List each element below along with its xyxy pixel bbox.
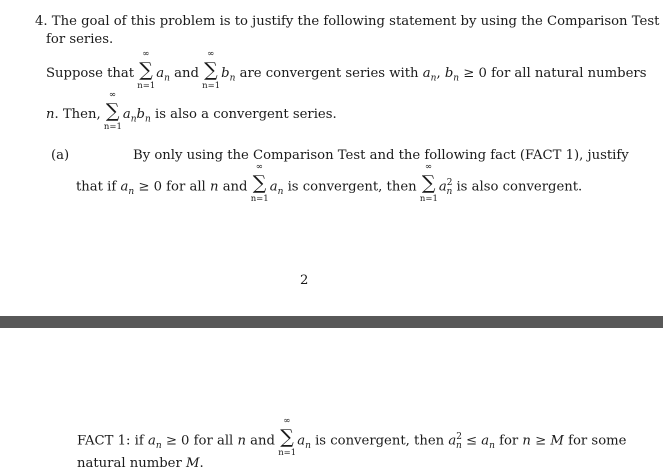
part-a-line2: [76, 162, 583, 205]
leq-symbol: ≤: [465, 433, 478, 449]
var-M: M: [550, 433, 564, 449]
var-a: a: [147, 433, 156, 449]
part-a-text: is convergent, then: [287, 179, 417, 195]
var-n: n: [237, 433, 246, 449]
intro-text: The goal of this problem is to justify the following statement by using the Comparison Test: [51, 14, 660, 29]
sub-n: n: [446, 187, 453, 198]
var-a: a: [269, 179, 278, 195]
comma: ,: [436, 66, 441, 81]
sum-an: [278, 416, 297, 459]
conclusion-text: is also a convergent series.: [155, 107, 337, 122]
fact-text: natural number: [77, 456, 182, 471]
sum-an: [250, 162, 269, 205]
sigma-symbol: ∑: [421, 172, 436, 195]
conclusion-line: [46, 90, 337, 132]
fact-text: and: [250, 433, 275, 449]
sum-lower: n=1: [278, 448, 297, 459]
var-a: a: [448, 433, 457, 449]
exponent-2: 2: [446, 178, 453, 188]
var-n: n: [46, 107, 55, 122]
fact-line1: [77, 416, 627, 459]
sub-n: n: [430, 73, 437, 84]
sigma-symbol: ∑: [280, 426, 294, 449]
statement-line: [46, 49, 647, 91]
part-a-text: and: [222, 179, 248, 195]
page-bottom: [0, 328, 663, 476]
sub-n: n: [455, 441, 462, 452]
sum-upper: ∞: [283, 416, 291, 427]
problem-number: 4.: [35, 14, 48, 29]
sub-n: n: [145, 114, 151, 125]
problem-intro-line1: [35, 14, 659, 30]
sum-an: [137, 49, 156, 91]
sigma-symbol: ∑: [204, 59, 218, 81]
sum-lower: n=1: [202, 81, 221, 91]
sub-n: n: [453, 73, 460, 84]
sub-n: n: [229, 73, 236, 84]
var-n: n: [209, 179, 219, 195]
var-n: n: [522, 433, 531, 449]
then-text: . Then,: [54, 107, 101, 122]
part-a-text: that if: [76, 179, 117, 195]
var-b: b: [444, 66, 454, 81]
page-number: 2: [300, 273, 309, 288]
sum-lower: n=1: [250, 194, 269, 205]
fact-text: for some: [568, 433, 627, 449]
sub-n: n: [128, 187, 135, 198]
sum-upper: ∞: [207, 49, 215, 59]
sigma-symbol: ∑: [252, 172, 267, 195]
sub-n: n: [489, 441, 495, 452]
sum-upper: ∞: [424, 162, 432, 173]
page-divider: [0, 316, 663, 328]
fact-line2: [77, 456, 204, 472]
sum-anbn: [103, 90, 122, 132]
var-b: b: [221, 66, 230, 81]
statement-text: are convergent series with: [239, 66, 419, 81]
sub-n: n: [155, 441, 162, 452]
statement-text: ≥ 0 for all natural numbers: [463, 66, 647, 81]
part-a-line1: By only using the Comparison Test and the following fact (FACT 1), justify: [133, 148, 629, 163]
var-a: a: [481, 433, 490, 449]
problem-intro-line2: [46, 32, 113, 48]
fact-text: ≥ 0 for all: [165, 433, 234, 449]
exponent-2: 2: [456, 432, 462, 442]
var-a: a: [120, 179, 129, 195]
sum-an-squared: [419, 162, 438, 205]
sub-n: n: [164, 73, 170, 84]
and-text: and: [174, 66, 199, 81]
part-a-text: is also convergent.: [456, 179, 583, 195]
sigma-symbol: ∑: [139, 59, 153, 81]
sub-n: n: [130, 114, 137, 125]
sigma-symbol: ∑: [105, 100, 120, 122]
var-a: a: [297, 433, 306, 449]
var-b: b: [136, 107, 145, 122]
sum-upper: ∞: [142, 49, 150, 59]
sum-upper: ∞: [108, 90, 116, 100]
var-a: a: [438, 179, 447, 195]
sum-lower: n=1: [103, 122, 122, 132]
var-M: M: [185, 456, 200, 471]
period: .: [199, 456, 204, 471]
fact-text: FACT 1: if: [77, 433, 144, 449]
intro-text-2: for series.: [46, 32, 114, 47]
sum-bn: [202, 49, 221, 91]
geq-symbol: ≥: [535, 433, 547, 449]
statement-text: Suppose that: [46, 66, 135, 81]
sum-lower: n=1: [419, 194, 438, 205]
part-a-text: ≥ 0 for all: [138, 179, 206, 195]
fact-text: is convergent, then: [315, 433, 445, 449]
sub-n: n: [277, 187, 284, 198]
var-a: a: [156, 66, 165, 81]
part-a-label: (a): [51, 148, 70, 163]
var-a: a: [422, 66, 431, 81]
sum-lower: n=1: [137, 81, 156, 91]
sub-n: n: [305, 441, 311, 452]
sum-upper: ∞: [255, 162, 263, 173]
fact-text: for: [499, 433, 519, 449]
var-a: a: [122, 107, 131, 122]
